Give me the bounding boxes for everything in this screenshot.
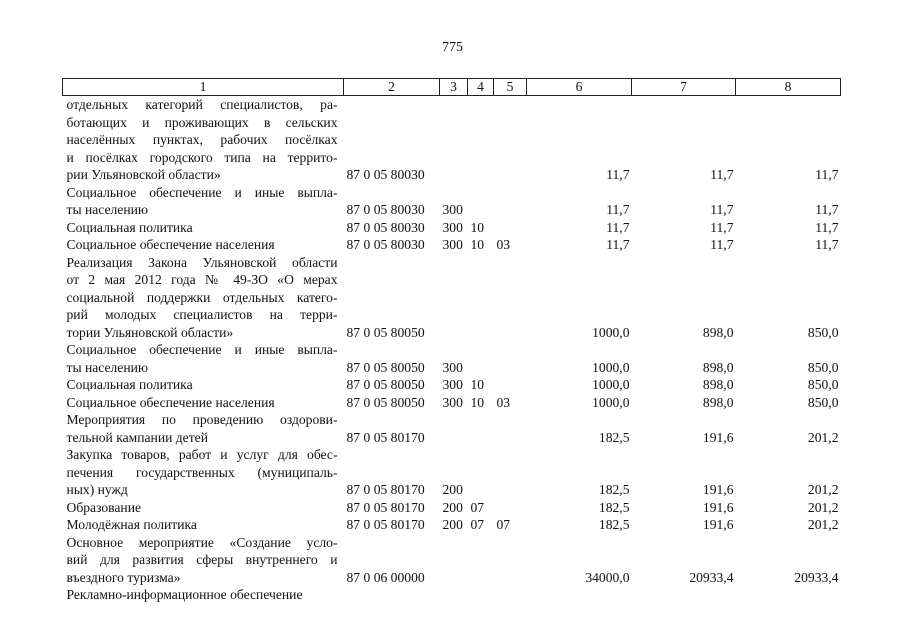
table-row [63, 96, 841, 184]
target-article-code: 87 0 05 80030 [346, 167, 425, 182]
amount-year-2: 20933,4 [689, 569, 734, 585]
amount-year-3: 11,7 [815, 167, 839, 182]
row-name-line: рий молодых специалистов на терри- [66, 307, 338, 322]
section-code: 07 [470, 499, 485, 515]
table-row [63, 446, 841, 499]
target-article-code: 87 0 05 80050 [346, 359, 425, 375]
target-article-code: 87 0 05 80050 [346, 377, 425, 392]
row-name-line: вий для развития сферы внутреннего и [66, 552, 338, 567]
row-name [63, 236, 344, 254]
amount-year-3: 11,7 [815, 202, 839, 217]
row-name [63, 534, 344, 587]
section-code: 07 [470, 517, 485, 532]
subsection-code [494, 534, 527, 587]
column-header: 3 [440, 79, 468, 96]
row-name-line: тории Ульяновской области» [66, 324, 234, 340]
row-name-line: печения государственных (муниципаль- [66, 464, 338, 480]
amount-year-1: 182,5 [598, 517, 630, 532]
expense-type-code: 300 [442, 202, 463, 217]
row-name-line: Социальное обеспечение и иные выпла- [66, 342, 338, 357]
subsection-code [494, 254, 527, 342]
row-name [63, 96, 344, 184]
row-name-line: от 2 мая 2012 года № 49-ЗО «О мерах [66, 272, 338, 287]
target-article-code: 87 0 05 80170 [346, 482, 425, 497]
table-row [63, 394, 841, 412]
budget-table [62, 78, 841, 604]
column-header: 6 [527, 79, 632, 96]
row-name-line: социальной поддержки отдельных катего- [66, 289, 338, 305]
section-code [468, 446, 494, 499]
target-article-code: 87 0 05 80170 [346, 499, 425, 515]
subsection-code [494, 446, 527, 499]
target-article-code: 87 0 05 80050 [346, 324, 425, 340]
row-name [63, 411, 344, 446]
table-row [63, 219, 841, 237]
row-name-line: Реализация Закона Ульяновской области [66, 254, 338, 270]
amount-year-1: 11,7 [606, 237, 630, 252]
amount-year-3: 201,2 [807, 482, 839, 497]
row-name [63, 219, 344, 237]
amount-year-3: 850,0 [807, 324, 839, 340]
subsection-code [494, 184, 527, 219]
table-row [63, 254, 841, 342]
amount-year-2: 898,0 [702, 394, 734, 410]
expense-type-code: 300 [442, 237, 463, 252]
column-header: 2 [344, 79, 440, 96]
amount-year-2: 11,7 [710, 167, 734, 182]
amount-year-1: 182,5 [598, 429, 630, 445]
amount-year-3: 850,0 [807, 377, 839, 392]
target-article-code: 87 0 05 80050 [346, 394, 425, 410]
row-name [63, 184, 344, 219]
target-article-code: 87 0 05 80030 [346, 237, 425, 252]
row-name-line: Молодёжная политика [66, 517, 197, 532]
amount-year-3: 11,7 [815, 219, 839, 235]
subsection-code [494, 411, 527, 446]
target-article-code: 87 0 05 80030 [346, 202, 425, 217]
subsection-code [494, 499, 527, 517]
amount-year-1: 1000,0 [592, 394, 630, 410]
row-name [63, 586, 344, 604]
amount-year-2: 898,0 [702, 359, 734, 375]
expense-type-code: 300 [442, 219, 463, 235]
amount-year-2: 11,7 [710, 219, 734, 235]
table-row [63, 499, 841, 517]
target-article-code: 87 0 05 80030 [346, 219, 425, 235]
subsection-code [494, 219, 527, 237]
expense-type-code: 200 [442, 499, 463, 515]
amount-year-1: 11,7 [606, 219, 630, 235]
amount-year-2: 11,7 [710, 237, 734, 252]
row-name-line: рии Ульяновской области» [66, 167, 221, 182]
amount-year-1: 182,5 [598, 499, 630, 515]
row-name [63, 499, 344, 517]
section-code: 10 [470, 394, 485, 410]
amount-year-2: 191,6 [702, 499, 734, 515]
amount-year-1: 1000,0 [592, 324, 630, 340]
page-number: 775 [442, 40, 463, 55]
row-name-line: населённых пунктах, рабочих посёлках [66, 132, 338, 147]
expense-type-code: 200 [442, 482, 463, 497]
section-code [468, 534, 494, 587]
row-name-line: Социальная политика [66, 219, 193, 235]
expense-type-code: 300 [442, 394, 463, 410]
row-name-line: Социальное обеспечение населения [66, 394, 275, 410]
table-row [63, 516, 841, 534]
row-name [63, 446, 344, 499]
amount-year-3: 201,2 [807, 429, 839, 445]
amount-year-1 [527, 586, 632, 604]
section-code: 10 [470, 377, 485, 392]
expense-type-code [440, 254, 468, 342]
amount-year-3: 850,0 [807, 394, 839, 410]
table-row [63, 411, 841, 446]
subsection-code: 03 [496, 394, 511, 410]
column-header: 7 [632, 79, 736, 96]
column-header: 5 [494, 79, 527, 96]
column-header: 8 [736, 79, 841, 96]
row-name-line: Социальное обеспечение и иные выпла- [66, 184, 338, 200]
row-name-line: Социальная политика [66, 377, 193, 392]
row-name-line: ты населению [66, 359, 149, 375]
expense-type-code: 300 [442, 377, 463, 392]
amount-year-2: 898,0 [702, 377, 734, 392]
amount-year-1: 11,7 [606, 202, 630, 217]
amount-year-2: 191,6 [702, 517, 734, 532]
amount-year-2: 11,7 [710, 202, 734, 217]
section-code [468, 341, 494, 376]
row-name-line: Рекламно-информационное обеспечение [66, 587, 303, 602]
subsection-code [494, 341, 527, 376]
section-code [468, 184, 494, 219]
row-name-line: Социальное обеспечение населения [66, 237, 275, 252]
expense-type-code: 200 [442, 517, 463, 532]
row-name-line: отдельных категорий специалистов, ра- [66, 97, 338, 112]
row-name-line: въездного туризма» [66, 569, 181, 585]
row-name-line: тельной кампании детей [66, 429, 208, 445]
amount-year-1: 1000,0 [592, 359, 630, 375]
subsection-code: 03 [496, 237, 511, 252]
expense-type-code [440, 411, 468, 446]
target-article-code: 87 0 05 80170 [346, 517, 425, 532]
section-code [468, 411, 494, 446]
expense-type-code [440, 586, 468, 604]
row-name-line: ты населению [66, 202, 149, 217]
table-row [63, 341, 841, 376]
row-name-line: Основное мероприятие «Создание усло- [66, 534, 338, 550]
subsection-code: 07 [496, 517, 511, 532]
amount-year-2: 191,6 [702, 482, 734, 497]
expense-type-code: 300 [442, 359, 463, 375]
row-name [63, 341, 344, 376]
amount-year-2 [632, 586, 736, 604]
amount-year-2: 898,0 [702, 324, 734, 340]
target-article-code [344, 586, 440, 604]
column-header: 4 [468, 79, 494, 96]
column-header: 1 [63, 79, 344, 96]
table-row [63, 534, 841, 587]
section-code [468, 586, 494, 604]
table-row [63, 184, 841, 219]
table-body [63, 96, 841, 604]
row-name-line: Закупка товаров, работ и услуг для обес- [66, 447, 338, 462]
row-name [63, 394, 344, 412]
row-name-line: ных) нужд [66, 482, 128, 497]
table-row [63, 376, 841, 394]
amount-year-2: 191,6 [702, 429, 734, 445]
subsection-code [494, 376, 527, 394]
amount-year-1: 182,5 [598, 482, 630, 497]
expense-type-code [440, 96, 468, 184]
row-name [63, 376, 344, 394]
table-header-row [63, 79, 841, 96]
amount-year-3: 850,0 [807, 359, 839, 375]
row-name-line: ботающих и проживающих в сельских [66, 114, 338, 130]
table-row [63, 586, 841, 604]
amount-year-3 [736, 586, 841, 604]
amount-year-3: 201,2 [807, 517, 839, 532]
row-name-line: Образование [66, 499, 142, 515]
amount-year-1: 11,7 [606, 167, 630, 182]
amount-year-1: 34000,0 [585, 569, 630, 585]
expense-type-code [440, 534, 468, 587]
section-code: 10 [470, 237, 485, 252]
target-article-code: 87 0 05 80170 [346, 429, 425, 445]
section-code: 10 [470, 219, 485, 235]
row-name-line: Мероприятия по проведению оздорови- [66, 412, 338, 427]
target-article-code: 87 0 06 00000 [346, 569, 425, 585]
row-name-line: и посёлках городского типа на террито- [66, 149, 338, 165]
row-name [63, 516, 344, 534]
amount-year-3: 201,2 [807, 499, 839, 515]
amount-year-3: 11,7 [815, 237, 839, 252]
subsection-code [494, 96, 527, 184]
table-row [63, 236, 841, 254]
amount-year-1: 1000,0 [592, 377, 630, 392]
subsection-code [494, 586, 527, 604]
amount-year-3: 20933,4 [794, 569, 839, 585]
section-code [468, 96, 494, 184]
section-code [468, 254, 494, 342]
row-name [63, 254, 344, 342]
